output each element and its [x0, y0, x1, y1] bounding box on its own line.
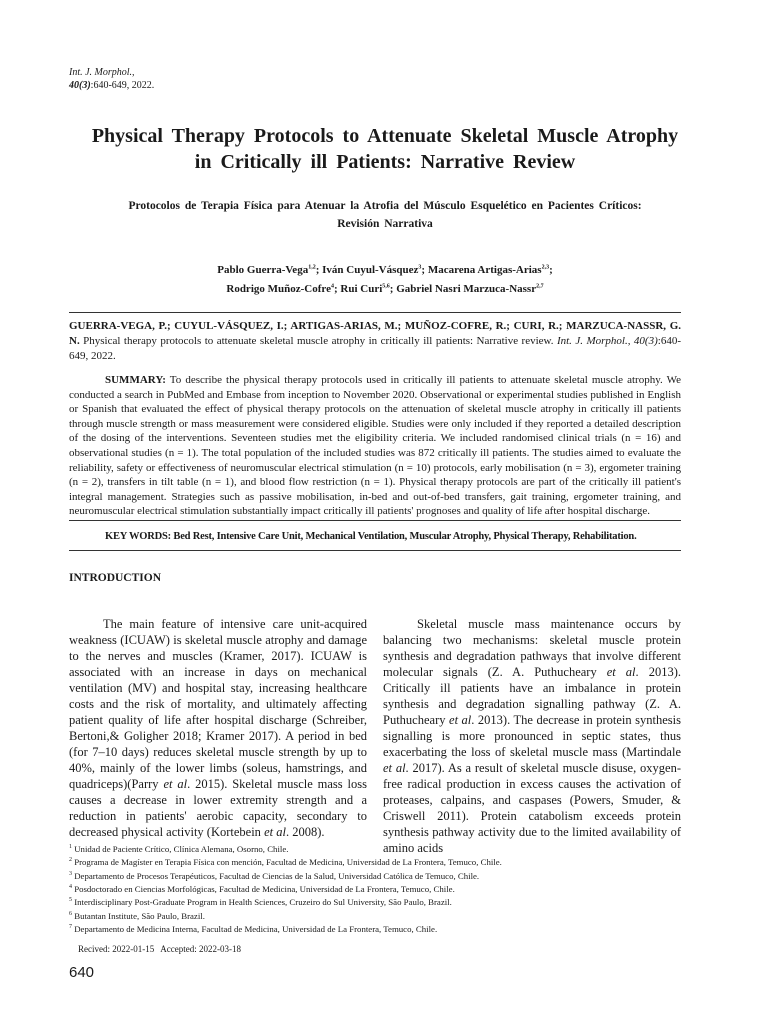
- body-text-run: . 2008).: [285, 825, 325, 839]
- author-affiliation: 3: [418, 264, 422, 270]
- author-affiliation: 1,2: [308, 264, 316, 270]
- summary-abstract: [69, 373, 681, 519]
- author-affiliation: 5,6: [382, 283, 390, 290]
- et-al-text: et al: [449, 713, 472, 727]
- journal-reference: [69, 66, 154, 92]
- body-text-run: The main feature of intensive care unit-acquired weakness (ICUAW) is skeletal muscle atrophy and damage to the nerves and muscles (Kramer, 2017). ICUAW is associated with an increase in days on mechanical ventilation (MV) and hospital stay, increasing healthcare costs and the risk of mortality, and ultimately affecting patient quality of life after hospital discharge (Schreiber, Bertoni,& Goligher 2018; Kramer 2017). A period in bed (for 7–10 days) reduces skeletal muscle strength by up to 40%, mainly of the lower limbs (soleus, hamstrings, and quadriceps)(Parry: [69, 617, 367, 791]
- article-subtitle: Protocolos de Terapia Física para Atenuar la Atrofia del Músculo Esquelético en Pacientes Críticos: Revisión Narrativa: [128, 200, 642, 230]
- summary-text: To describe the physical therapy protocols used in critically ill patients to attenuate skeletal muscle atrophy. We conducted a search in PubMed and Embase from inception to November 2020. Observational or experimental studies published in English or Spanish that evaluated the effect of physical therapy protocols on the attenuation of skeletal muscle atrophy in critically ill patients through muscle strength or mass measurement were considered eligible. Studies were only included if they reported a detailed description of the dosing of the interventions. Seventeen studies met the eligibility criteria. We included randomised clinical trials (n = 16) and observational studies (n = 1). The total population of the included studies was 872 critically ill patients. The studies aimed to evaluate the reliability, safety or effectiveness of neuromuscular electrical stimulation (n = 10) protocols, early mobilisation (n = 3), ergometer training (n = 2), transfers in tilt table (n = 1), and blood flow restriction (n = 1). Physical therapy protocols are part of the critically ill patient's integral management. Strategies such as passive mobilisation, in-bed and out-of-bed transfers, gait training, ergometer training, and neuromuscular electrical stimulation substantially impact critically ill patients' prognoses and quality of life after hospital discharge.: [69, 374, 681, 518]
- body-paragraph: [69, 616, 367, 840]
- citation-authors: GUERRA-VEGA, P.; CUYUL-VÁSQUEZ, I.; ARTIGAS-ARIAS, M.; MUÑOZ-COFRE, R.; CURI, R.; MARZUCA-NASSR, G. N.: [69, 320, 681, 347]
- footnote: $^1$ Unidad de Paciente Crítico, Clínica Alemana, Osorno, Chile.: [69, 843, 289, 854]
- et-al-text: et al: [383, 761, 406, 775]
- author-name: Gabriel Nasri Marzuca-Nassr: [396, 283, 537, 296]
- author-name: Rui Curi: [340, 283, 383, 296]
- author-affiliation: 4: [330, 283, 334, 290]
- footnote: $^7$ Departamento de Medicina Interna, Facultad de Medicina, Universidad de La Frontera, Temuco, Chile.: [69, 923, 438, 934]
- et-al-text: et al: [264, 825, 286, 839]
- body-text-run: . 2017). As a result of skeletal muscle disuse, oxygen-free radical production in excess causes the activation of proteases, calpains, and caspases (Powers, Smuder, & Criswell 2011). Protein catabolism exceeds protein synthesis pathway activity due to the limited availability of amino acids: [383, 761, 681, 855]
- journal-name: Int. J. Morphol.,: [69, 67, 135, 78]
- body-text-run: . 2015). Skeletal muscle mass loss causes a decrease in lower extremity strength and a reduction in patients' aerobic capacity, secondary to decreased physical activity (Kortebein: [69, 777, 367, 839]
- footnote: $^4$ Posdoctorado en Ciencias Morfológicas, Facultad de Medicina, Universidad de La Frontera, Temuco, Chile.: [69, 883, 455, 894]
- header-divider: [69, 312, 681, 313]
- page-number: 640: [69, 964, 95, 981]
- journal-issue: 40(3):640-649, 2022.: [69, 80, 155, 91]
- body-column-left: [69, 616, 367, 840]
- author-name: Pablo Guerra-Vega: [217, 263, 309, 276]
- et-al-text: et al: [163, 777, 188, 791]
- footnote: $^6$ Butantan Institute, São Paulo, Brazil.: [69, 910, 205, 921]
- author-affiliation: 2,3: [541, 264, 550, 270]
- article-title: Physical Therapy Protocols to Attenuate Skeletal Muscle Atrophy in Critically ill Patients: Narrative Review: [91, 125, 679, 173]
- footnote: $^5$ Interdisciplinary Post-Graduate Program in Health Sciences, Cruzeiro do Sul University, São Paulo, Brazil.: [69, 897, 452, 908]
- body-text-run: . 2013). The decrease in protein synthesis signalling is more pronounced in septic states, thus exacerbating the loss of skeletal muscle mass (Martindale: [383, 713, 682, 759]
- body-paragraph: [383, 616, 681, 856]
- author-name: Rodrigo Muñoz-Cofre: [226, 283, 331, 296]
- author-list: Pablo Guerra-Vega$^{1,2}$; Iván Cuyul-Vásquez$^3$; Macarena Artigas-Arias$^{2,3}$; Rodrigo Muñoz-Cofre$^4$; Rui Curi$^{5,6}$; Gabriel Nasri Marzuca-Nassr$^{2,7}$: [217, 263, 553, 296]
- section-heading-introduction: INTRODUCTION: [69, 572, 162, 584]
- et-al-text: et al: [606, 665, 636, 679]
- summary-label: SUMMARY:: [105, 374, 166, 386]
- citation-block: [69, 319, 681, 364]
- affiliation-footnotes: [69, 842, 681, 935]
- submission-dates: [78, 944, 241, 954]
- keywords: KEY WORDS: Bed Rest, Intensive Care Unit, Mechanical Ventilation, Muscular Atrophy, Physical Therapy, Rehabilitation.: [105, 531, 637, 542]
- citation-pages: :640-649, 2022.: [69, 335, 681, 362]
- summary-divider-bottom: [69, 550, 681, 551]
- summary-divider-top: [69, 520, 681, 521]
- body-text-run: . 2013). Critically ill patients have an imbalance in protein synthesis and degradation signalling pathway (Z. A. Puthucheary: [383, 665, 681, 727]
- footnote: $^2$ Programa de Magíster en Terapia Física con mención, Facultad de Medicina, Universidad de La Frontera, Temuco, Chile.: [69, 857, 502, 868]
- author-affiliation: 2,7: [536, 283, 544, 290]
- citation-text: Physical therapy protocols to attenuate skeletal muscle atrophy in critically ill patients: Narrative review.: [79, 335, 557, 347]
- citation-journal: Int. J. Morphol., 40(3): [556, 335, 658, 347]
- received-date: Recived: 2022-01-15: [78, 944, 155, 954]
- body-column-right: [383, 616, 681, 856]
- accepted-date: Accepted: 2022-03-18: [160, 944, 241, 954]
- body-text-run: Skeletal muscle mass maintenance occurs by balancing two mechanisms: skeletal muscle protein synthesis and degradation pathways that involve different molecular signals (Z. A. Puthucheary: [383, 617, 681, 679]
- author-name: Macarena Artigas-Arias: [427, 263, 542, 276]
- footnote: $^3$ Departamento de Procesos Terapéuticos, Facultad de Ciencias de la Salud, Universidad Católica de Temuco, Chile.: [69, 870, 480, 881]
- author-name: Iván Cuyul-Vásquez: [322, 263, 419, 276]
